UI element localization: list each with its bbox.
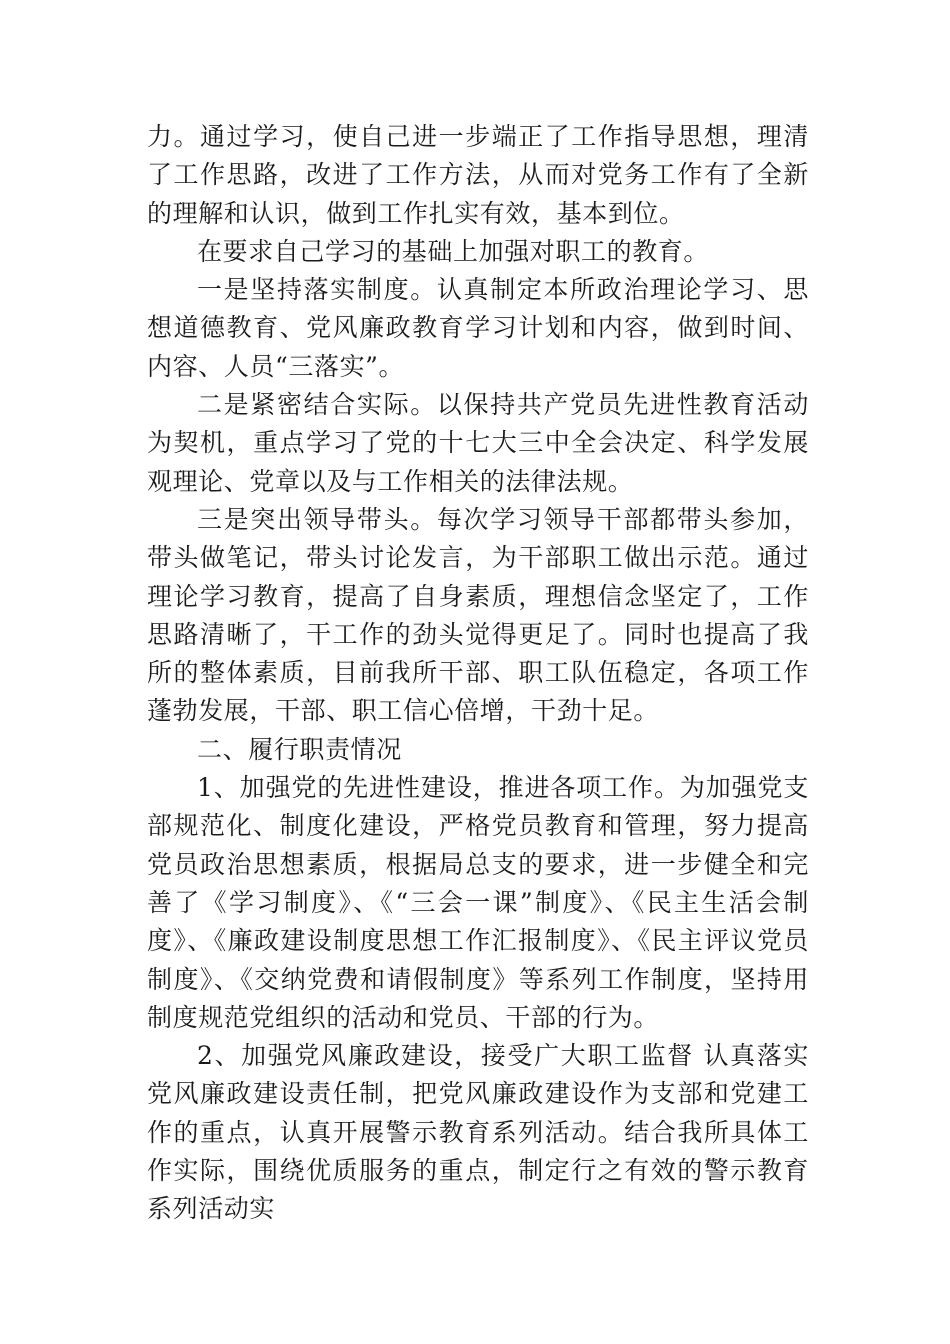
section-heading: 二、履行职责情况	[197, 734, 402, 764]
paragraph-1: 力。通过学习，使自己进一步端正了工作指导思想，理清了工作思路，改进了工作方法，从而对党务工作有了全新的理解和认识，做到工作扎实有效，基本到位。	[147, 122, 809, 228]
paragraph-8: 2、加强党风廉政建设，接受广大职工监督 认真落实党风廉政建设责任制，把党风廉政建设作为支部和党建工作的重点，认真开展警示教育系列活动。结合我所具体工作实际，围绕优质服务的重点，制定行之有效的警示教育系列活动实	[147, 1041, 809, 1224]
paragraph-3: 一是坚持落实制度。认真制定本所政治理论学习、思想道德教育、党风廉政教育学习计划和内容，做到时间、内容、人员“三落实”。	[147, 275, 809, 381]
paragraph-4: 二是紧密结合实际。以保持共产党员先进性教育活动为契机，重点学习了党的十七大三中全会决定、科学发展观理论、党章以及与工作相关的法律法规。	[147, 390, 809, 496]
paragraph-2: 在要求自己学习的基础上加强对职工的教育。	[197, 236, 710, 266]
paragraph-5: 三是突出领导带头。每次学习领导干部都带头参加，带头做笔记，带头讨论发言，为干部职工做出示范。通过理论学习教育，提高了自身素质，理想信念坚定了，工作思路清晰了，干工作的劲头觉得更足了。同时也提高了我所的整体素质，目前我所干部、职工队伍稳定，各项工作蓬勃发展，干部、职工信心倍增，干劲十足。	[147, 504, 809, 726]
document-body	[147, 118, 809, 1229]
paragraph-7: 1、加强党的先进性建设，推进各项工作。为加强党支部规范化、制度化建设，严格党员教育和管理，努力提高党员政治思想素质，根据局总支的要求，进一步健全和完善了《学习制度》、《“三会一课”制度》、《民主生活会制度》、《廉政建设制度思想工作汇报制度》、《民主评议党员制度》、《交纳党费和请假制度》等系列工作制度，坚持用制度规范党组织的活动和党员、干部的行为。	[147, 773, 809, 1032]
